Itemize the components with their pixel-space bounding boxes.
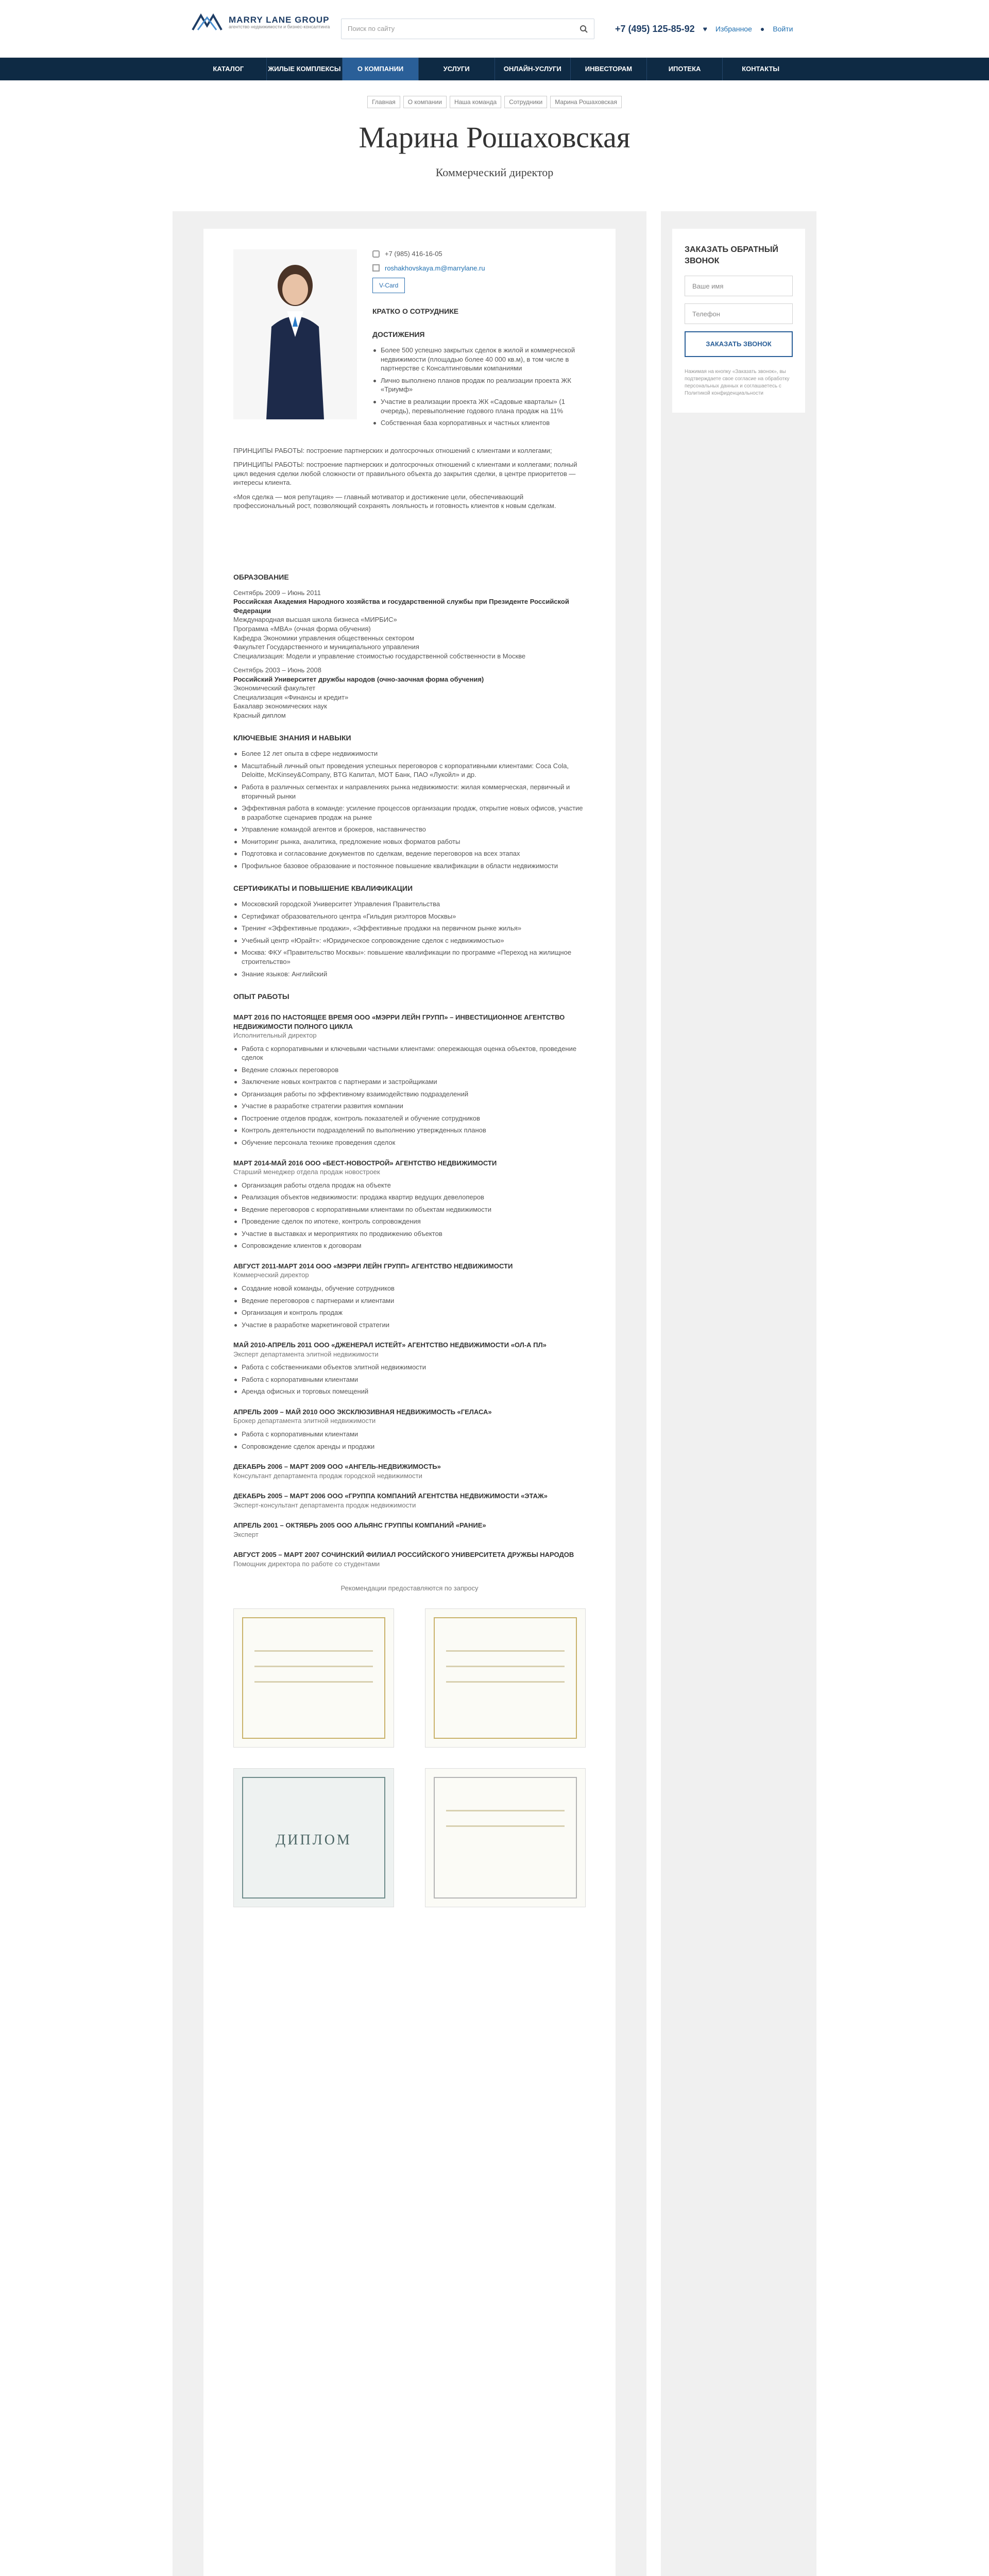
education-list [233,588,586,720]
job-item [233,1462,586,1480]
skill-item: Работа в различных сегментах и направлениях рынка недвижимости: жилая коммерческая, первичный и вторичный рынки [233,783,586,801]
cert-item: Сертификат образовательного центра «Гильдия риэлторов Москвы» [233,912,586,921]
education-heading: ОБРАЗОВАНИЕ [233,572,289,581]
job-role: Исполнительный директор [233,1031,317,1040]
nav-item[interactable]: КАТАЛОГ [191,58,267,80]
job-duty: Проведение сделок по ипотеке, контроль сопровождения [233,1217,586,1226]
nav-item[interactable]: КОНТАКТЫ [742,65,780,73]
breadcrumb-item[interactable]: Сотрудники [504,96,547,108]
principle-text: «Моя сделка — моя репутация» — главный мотиватор и достижение цели, обеспечивающий профессиональный рост, позволяющий сохранять лояльность и готовность клиентов к новым сделкам. [233,493,556,510]
job-duty: Участие в разработке стратегии развития компании [233,1101,586,1111]
callback-title: ЗАКАЗАТЬ ОБРАТНЫЙ ЗВОНОК [685,245,778,265]
company-logo[interactable] [191,12,337,33]
job-role: Коммерческий директор [233,1271,309,1279]
skill-item: Управление командой агентов и брокеров, наставничество [233,825,586,834]
achievement-item: Лично выполнено планов продаж по реализации проекта ЖК «Триумф» [372,376,586,394]
education-detail: Факультет Государственного и муниципального управления [233,643,419,651]
job-role: Помощник директора по работе со студентами [233,1560,380,1568]
job-duty: Аренда офисных и торговых помещений [233,1387,586,1396]
job-item [233,1341,586,1396]
job-duty: Организация и контроль продаж [233,1308,586,1317]
achievement-item: Более 500 успешно закрытых сделок в жилой и коммерческой недвижимости (площадью более 40 000 кв.м), в том числе в партнерстве с Консалтинговыми компаниями [372,346,586,373]
nav-item[interactable]: ИНВЕСТОРАМ [571,58,647,80]
job-duty: Ведение переговоров с корпоративными клиентами по объектам недвижимости [233,1205,586,1214]
favorites-link[interactable]: Избранное [715,24,752,33]
job-title: АВГУСТ 2005 – МАРТ 2007 СОЧИНСКИЙ ФИЛИАЛ РОССИЙСКОГО УНИВЕРСИТЕТА ДРУЖБЫ НАРОДОВ [233,1551,574,1559]
education-period: Сентябрь 2003 – Июнь 2008 [233,666,321,674]
education-detail: Специализация: Модели и управление стоимостью государственной собственности в Москве [233,652,526,660]
vcard-button[interactable]: V-Card [372,278,405,293]
skills-heading: КЛЮЧЕВЫЕ ЗНАНИЯ И НАВЫКИ [233,734,351,742]
job-role: Старший менеджер отдела продаж новостроек [233,1168,380,1176]
experience-heading: ОПЫТ РАБОТЫ [233,992,289,1001]
job-title: АПРЕЛЬ 2001 – ОКТЯБРЬ 2005 ООО АЛЬЯНС ГРУППЫ КОМПАНИЙ «РАНИЕ» [233,1521,486,1530]
heart-icon[interactable]: ♥ [703,24,707,33]
job-duty: Контроль деятельности подразделений по выполнению утвержденных планов [233,1126,586,1135]
login-link[interactable]: Войти [773,24,793,33]
job-duty: Ведение сложных переговоров [233,1065,586,1075]
cert-item: Московский городской Университет Управления Правительства [233,900,586,909]
job-title: ДЕКАБРЬ 2005 – МАРТ 2006 ООО «ГРУППА КОМПАНИЙ АГЕНТСТВА НЕДВИЖИМОСТИ «ЭТАЖ» [233,1492,548,1500]
job-duties [233,1044,586,1147]
job-duty: Реализация объектов недвижимости: продажа квартир ведущих девелоперов [233,1193,586,1202]
education-detail: Экономический факультет [233,684,316,692]
education-detail: Специализация «Финансы и кредит» [233,693,349,701]
certs-heading: СЕРТИФИКАТЫ И ПОВЫШЕНИЕ КВАЛИФИКАЦИИ [233,884,413,893]
certificate-image[interactable] [425,1768,586,1907]
job-duty: Построение отделов продаж, контроль показателей и обучение сотрудников [233,1114,586,1123]
principles-block [233,446,586,511]
education-school: Российская Академия Народного хозяйства и государственной службы при Президенте Российской Федерации [233,598,569,615]
callback-button[interactable]: ЗАКАЗАТЬ ЗВОНОК [685,331,793,357]
callback-form [672,229,805,413]
job-duty: Сопровождение сделок аренды и продажи [233,1442,586,1451]
education-detail: Красный диплом [233,711,286,719]
cert-item: Тренинг «Эффективные продажи», «Эффективные продажи на первичном рынке жилья» [233,924,586,933]
skill-item: Масштабный личный опыт проведения успешных переговоров с корпоративными клиентами: Coca Cola, Deloitte, McKinsey&Company, BTG Капитал, МОТ Банк, ПАО «Лукойл» и др. [233,761,586,779]
achievement-item: Собственная база корпоративных и частных клиентов [372,418,586,428]
education-detail: Международная высшая школа бизнеса «МИРБИС» [233,616,397,624]
principle-text: ПРИНЦИПЫ РАБОТЫ: построение партнерских и долгосрочных отношений с клиентами и коллегами; [233,446,552,454]
job-duty: Создание новой команды, обучение сотрудников [233,1284,586,1293]
education-period: Сентябрь 2009 – Июнь 2011 [233,588,321,597]
skill-item: Более 12 лет опыта в сфере недвижимости [233,749,586,758]
breadcrumb-item[interactable]: Наша команда [450,96,501,108]
principle-text: ПРИНЦИПЫ РАБОТЫ: построение партнерских и долгосрочных отношений с клиентами и коллегами; полный цикл ведения сделки любой сложности от правильного объекта до закрытия сделки, в центре приоритетов — интересы клиента. [233,461,577,487]
education-item [233,666,586,720]
search-input[interactable] [341,19,594,39]
breadcrumb-item: Марина Рошаховская [550,96,622,108]
job-role: Брокер департамента элитной недвижимости [233,1417,376,1425]
search-icon[interactable] [579,25,588,33]
skill-item: Профильное базовое образование и постоянное повышение квалификации в области недвижимости [233,861,586,871]
education-school: Российский Университет дружбы народов (очно-заочная форма обучения) [233,675,484,683]
header-phone[interactable]: +7 (495) 125-85-92 [615,24,695,34]
job-duty: Обучение персонала технике проведения сделок [233,1138,586,1147]
job-duty: Работа с корпоративными клиентами [233,1430,586,1439]
profile-card [173,211,646,2576]
achievements-list [372,346,586,427]
page-subtitle: Коммерческий директор [435,166,554,179]
job-role: Эксперт департамента элитной недвижимости [233,1350,379,1358]
sidebar [661,211,816,2576]
nav-item[interactable]: ОНЛАЙН-УСЛУГИ [495,58,571,80]
certificate-gallery [233,1608,586,1907]
job-title: МАРТ 2016 ПО НАСТОЯЩЕЕ ВРЕМЯ ООО «МЭРРИ ЛЕЙН ГРУПП» – ИНВЕСТИЦИОННОЕ АГЕНТСТВО НЕДВИЖИМОСТИ ПОЛНОГО ЦИКЛА [233,1013,565,1030]
employee-photo [233,249,357,419]
job-title: АВГУСТ 2011-МАРТ 2014 ООО «МЭРРИ ЛЕЙН ГРУПП» АГЕНТСТВО НЕДВИЖИМОСТИ [233,1262,513,1270]
phone-icon [372,250,380,258]
certificate-image[interactable] [233,1608,394,1748]
job-title: МАЙ 2010-АПРЕЛЬ 2011 ООО «ДЖЕНЕРАЛ ИСТЕЙТ» АГЕНТСТВО НЕДВИЖИМОСТИ «ОЛ-А ПЛ» [233,1341,547,1349]
job-item [233,1408,586,1451]
nav-item[interactable]: О КОМПАНИИ [343,58,419,80]
cert-item: Москва: ФКУ «Правительство Москвы»: повышение квалификации по программе «Переход на жилищное строительство» [233,948,586,966]
job-duty: Участие в разработке маркетинговой стратегии [233,1320,586,1330]
skill-item: Эффективная работа в команде: усиление процессов организации продаж, открытие новых офисов, участие в разработке сценариев продаж на рынке [233,804,586,822]
job-duty: Работа с корпоративными клиентами [233,1375,586,1384]
achievement-item: Участие в реализации проекта ЖК «Садовые кварталы» (1 очередь), перевыполнение годового плана продаж на 11% [372,397,586,415]
logo-title: MARRY LANE GROUP [229,15,330,25]
job-role: Эксперт-консультант департамента продаж недвижимости [233,1501,416,1509]
job-item [233,1492,586,1510]
job-duty: Заключение новых контрактов с партнерами и застройщиками [233,1077,586,1087]
cert-caption: Рекомендации предоставляются по запросу [340,1584,479,1592]
nav-item[interactable]: УСЛУГИ [419,58,495,80]
job-duty: Организация работы отдела продаж на объекте [233,1181,586,1190]
job-duties [233,1284,586,1329]
certs-list [233,900,586,978]
nav-item[interactable]: ЖИЛЫЕ КОМПЛЕКСЫ [267,58,343,80]
nav-item[interactable]: ИПОТЕКА [647,58,723,80]
logo-tagline: агентство недвижимости и бизнес-консалтинга [229,24,330,29]
skill-item: Подготовка и согласование документов по сделкам, ведение переговоров на всех этапах [233,849,586,858]
achievements-heading: ДОСТИЖЕНИЯ [372,330,425,339]
job-duty: Организация работы по эффективному взаимодействию подразделений [233,1090,586,1099]
education-detail: Бакалавр экономических наук [233,702,327,710]
user-icon[interactable]: ● [760,24,765,33]
search-placeholder: Поиск по сайту [348,25,395,33]
job-duties [233,1181,586,1250]
job-duty: Сопровождение клиентов к договорам [233,1241,586,1250]
job-duty: Ведение переговоров с партнерами и клиентами [233,1296,586,1306]
education-item [233,588,586,660]
mail-icon [372,264,380,272]
job-item [233,1013,586,1147]
job-title: АПРЕЛЬ 2009 – МАЙ 2010 ООО ЭКСКЛЮЗИВНАЯ НЕДВИЖИМОСТЬ «ГЕЛАСА» [233,1408,492,1416]
contact-email[interactable]: roshakhovskaya.m@marrylane.ru [372,264,586,273]
job-item [233,1521,586,1539]
job-duty: Участие в выставках и мероприятиях по продвижению объектов [233,1229,586,1239]
job-item [233,1550,586,1568]
education-detail: Кафедра Экономики управления общественных сектором [233,634,414,642]
diploma-image[interactable] [233,1768,394,1907]
callback-note: Нажимая на кнопку «Заказать звонок», вы подтверждаете свое согласие на обработку персональных данных и соглашаетесь с Политикой конфиденциальности [685,369,790,397]
top-header [0,0,989,58]
job-duty: Работа с корпоративными и ключевыми частными клиентами: опережающая оценка объектов, проведение сделок [233,1044,586,1062]
job-title: МАРТ 2014-МАЙ 2016 ООО «БЕСТ-НОВОСТРОЙ» АГЕНТСТВО НЕДВИЖИМОСТИ [233,1159,497,1167]
skills-list [233,749,586,870]
cert-item: Учебный центр «Юрайт»: «Юридическое сопровождение сделок с недвижимостью» [233,936,586,945]
certificate-image[interactable] [425,1608,586,1748]
job-role: Эксперт [233,1530,259,1538]
job-duties [233,1363,586,1396]
breadcrumb-item[interactable]: Главная [367,96,400,108]
job-item [233,1262,586,1329]
page-title: Марина Рошаховская [359,121,630,155]
job-duty: Работа с собственниками объектов элитной недвижимости [233,1363,586,1372]
job-role: Консультант департамента продаж городской недвижимости [233,1471,422,1480]
contact-phone[interactable]: +7 (985) 416-16-05 [372,249,586,259]
education-detail: Программа «MBA» (очная форма обучения) [233,624,371,633]
breadcrumb [0,96,989,108]
about-heading: КРАТКО О СОТРУДНИКЕ [372,307,459,316]
skill-item: Мониторинг рынка, аналитика, предложение новых форматов работы [233,837,586,846]
job-title: ДЕКАБРЬ 2006 – МАРТ 2009 ООО «АНГЕЛЬ-НЕДВИЖИМОСТЬ» [233,1463,441,1471]
job-item [233,1159,586,1250]
diploma-label: ДИПЛОМ [276,1832,352,1849]
main-nav [0,58,989,80]
callback-name-input[interactable]: Ваше имя [685,276,793,296]
job-duties [233,1430,586,1451]
cert-item: Знание языков: Английский [233,970,586,979]
callback-phone-input[interactable]: Телефон [685,303,793,324]
breadcrumb-item[interactable]: О компании [403,96,447,108]
experience-list [233,1013,586,1569]
logo-mark-icon [191,12,224,33]
